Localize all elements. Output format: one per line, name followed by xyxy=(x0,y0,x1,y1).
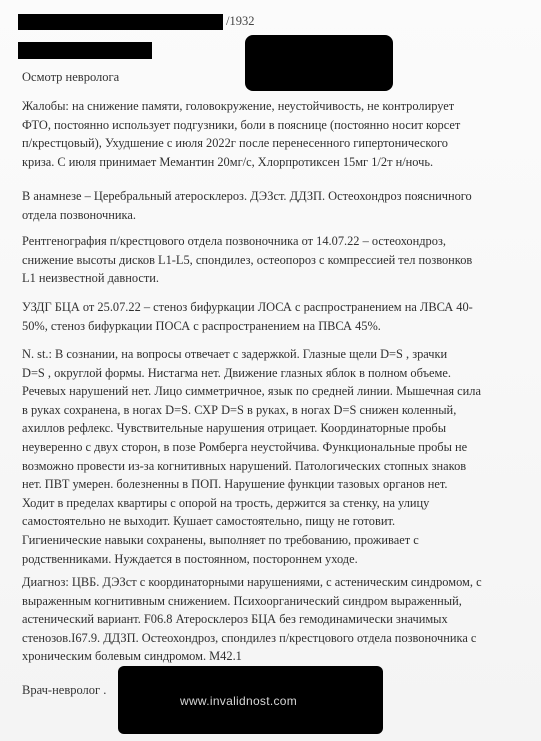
text-line: Диагноз: ЦВБ. ДЭЗст с координаторными нарушениями, с астеническим синдромом, с xyxy=(22,575,482,589)
text-line: В анамнезе – Церебральный атеросклероз. ДЭЗст. ДДЗП. Остеохондроз поясничного xyxy=(22,189,472,203)
text-line: самостоятельно не выходит. Кушает самостоятельно, пищу не готовит. xyxy=(22,514,396,529)
text-line: УЗДГ БЦА от 25.07.22 – стеноз бифуркации ЛОСА с распространением на ЛВСА 40- xyxy=(22,300,473,314)
text-line: Гигиенические навыки сохранены, выполняет по требованию, проживает с xyxy=(22,532,419,547)
text-line: в руках сохранена, в ногах D=S. СХР D=S в руках, в ногах D=S снижен коленный, xyxy=(22,402,457,417)
text-line: D=S , округлой формы. Нистагма нет. Движение глазных яблок в полном объеме. xyxy=(22,365,451,380)
text-line: ахиллов рефлекс. Чувствительные нарушения отрицает. Координаторные пробы xyxy=(22,421,447,436)
text-line: выраженным когнитивным снижением. Психоорганический синдром выраженный, xyxy=(22,593,462,608)
text-line: п/крестцовый), Ухудшение с июля 2022г после перенесенного гипертонического xyxy=(22,136,448,151)
complaints-paragraph xyxy=(22,97,460,171)
redacted-header-line-1 xyxy=(18,14,223,30)
text-line: нет. ПВТ умерен. болезненны в ПОП. Нарушение функции тазовых органов нет. xyxy=(22,477,448,492)
text-line: 50%, стеноз бифуркации ПОСА с распространением на ПВСА 45%. xyxy=(22,318,381,333)
text-line: неуверенно с двух сторон, в позе Ромберга неустойчива. Функциональные пробы не xyxy=(22,439,468,454)
text-line: криза. С июля принимает Мемантин 20мг/с, Хлорпротиксен 15мг 1/2т н/ночь. xyxy=(22,154,434,169)
redacted-header-line-2 xyxy=(18,42,152,59)
text-line: отдела позвоночника. xyxy=(22,207,136,222)
text-line: Ходит в пределах квартиры с опорой на трость, держится за стенку, на улицу xyxy=(22,495,430,510)
text-line: астенический вариант. F06.8 Атеросклероз БЦА без гемодинамически значимых xyxy=(22,612,448,627)
text-line: Рентгенография п/крестцового отдела позвоночника от 14.07.22 – остеохондроз, xyxy=(22,234,446,248)
anamnesis-paragraph xyxy=(22,187,472,224)
document-title: Осмотр невролога xyxy=(22,70,120,84)
ultrasound-paragraph xyxy=(22,298,473,335)
signature-label: Врач-невролог . xyxy=(22,683,107,697)
xray-paragraph xyxy=(22,232,472,288)
text-line: L1 неизвестной давности. xyxy=(22,271,160,286)
text-line: Жалобы: на снижение памяти, головокружение, неустойчивость, не контролирует xyxy=(22,99,455,113)
text-line: стенозов.I67.9. ДДЗП. Остеохондроз, спондилез п/крестцового отдела позвоночника с xyxy=(22,630,477,645)
neuro-status-paragraph xyxy=(22,345,481,568)
text-line: родственниками. Нуждается в постоянном, постороннем уходе. xyxy=(22,551,358,566)
text-line: N. st.: В сознании, на вопросы отвечает с задержкой. Глазные щели D=S , зрачки xyxy=(22,347,448,361)
text-line: возможно провести из-за когнитивных нарушений. Патологических стопных знаков xyxy=(22,458,467,473)
redacted-stamp-block xyxy=(245,35,393,91)
site-watermark: www.invalidnost.com xyxy=(180,694,298,708)
document-number-suffix: /1932 xyxy=(226,14,255,28)
diagnosis-paragraph xyxy=(22,573,482,666)
text-line: хроническим болевым синдромом. М42.1 xyxy=(22,649,242,664)
text-line: Речевых нарушений нет. Лицо симметричное, язык по средней линии. Мышечная сила xyxy=(22,384,481,399)
text-line: снижение высоты дисков L1-L5, спондилез, остеопороз с компрессией тел позвонков xyxy=(22,252,473,267)
text-line: ФТО, постоянно использует подгузники, боли в пояснице (постоянно носит корсет xyxy=(22,117,461,132)
